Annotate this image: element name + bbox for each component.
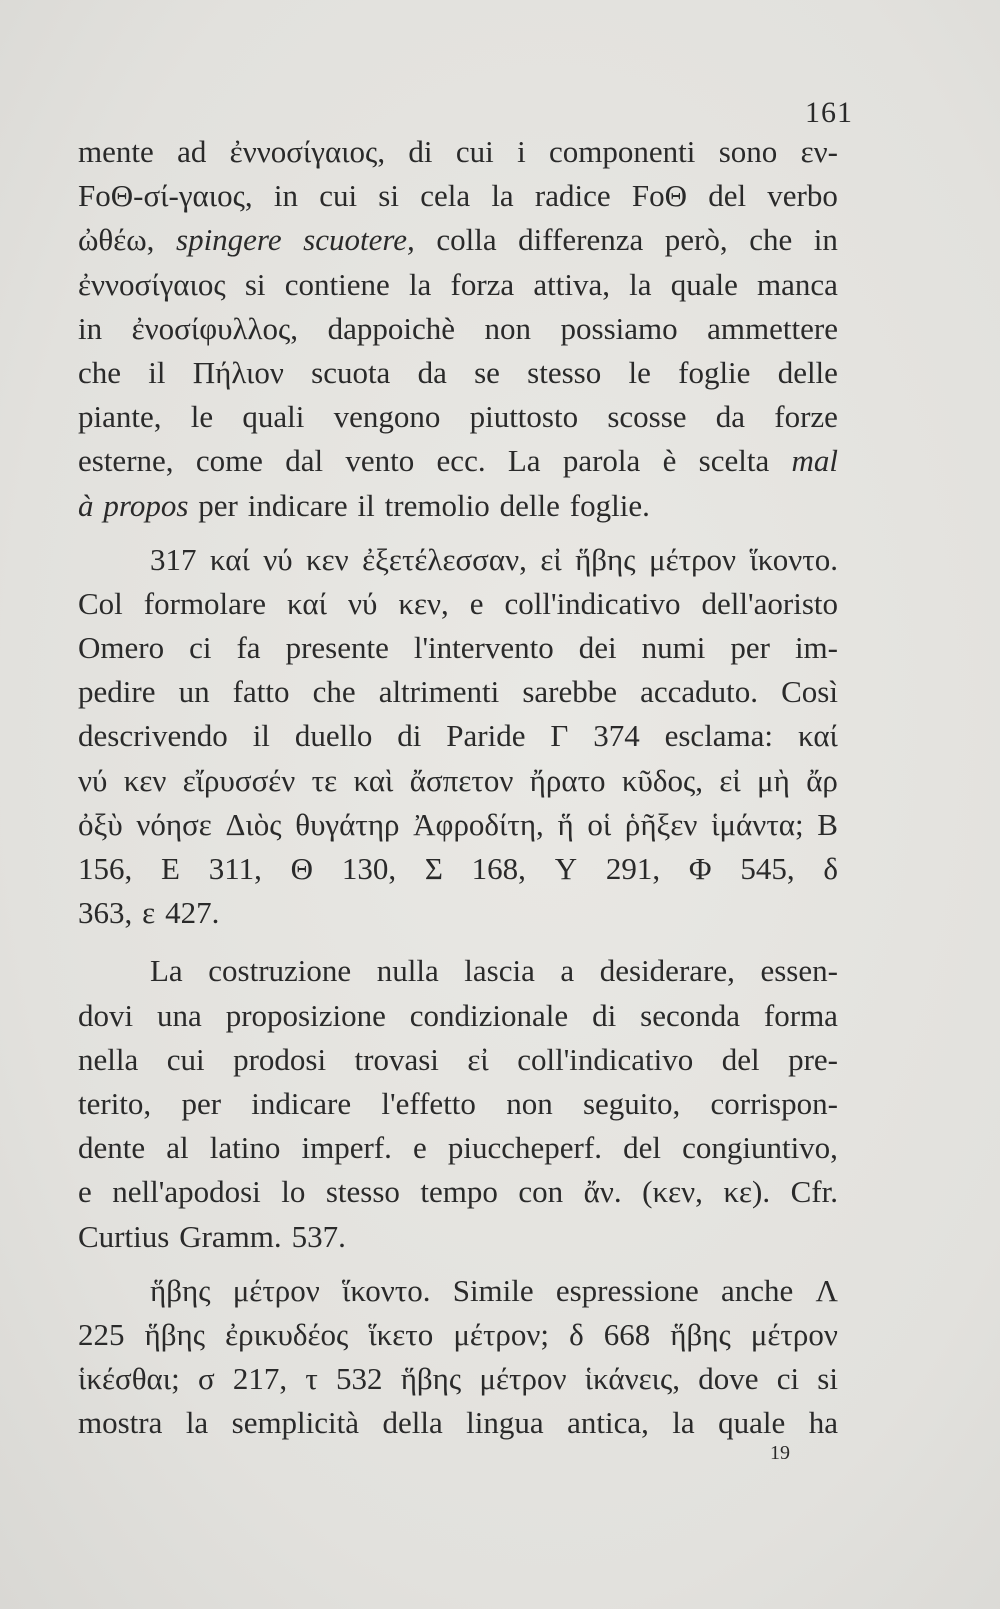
- word: dell'aoristo: [701, 585, 838, 621]
- text-line: [78, 891, 838, 935]
- word: 668: [603, 1316, 651, 1352]
- word: foglie: [678, 354, 751, 390]
- word: 317: [150, 541, 197, 577]
- word: accaduto.: [640, 674, 758, 710]
- word: della: [382, 1405, 443, 1441]
- word: dovi: [78, 997, 134, 1033]
- word: ὀξὺ: [78, 806, 123, 842]
- text-line: [78, 1215, 838, 1259]
- word: delle: [499, 487, 560, 523]
- word: trovasi: [354, 1041, 439, 1077]
- word: lingua: [466, 1405, 544, 1441]
- word: al: [166, 1130, 189, 1166]
- word: ἄρ: [806, 762, 838, 798]
- word: coll'indicativo: [517, 1041, 694, 1077]
- word: sono: [718, 134, 778, 169]
- word: mente: [78, 134, 154, 169]
- word: mostra: [78, 1405, 163, 1441]
- word: coll'indicativo: [504, 585, 681, 621]
- word: (κεν,: [642, 1174, 703, 1210]
- text-line: [78, 1082, 838, 1126]
- word: foglie.: [569, 487, 650, 523]
- word: ἐννοσίγαιος: [78, 266, 226, 302]
- word: indicare: [251, 1085, 352, 1121]
- word: piante,: [78, 399, 162, 435]
- word: μέτρον: [232, 1272, 320, 1308]
- word: e: [469, 585, 484, 621]
- word: presente: [285, 630, 389, 666]
- word: dove: [698, 1361, 759, 1397]
- word: ἐννοσίγαιος,: [229, 134, 386, 169]
- text-line: [78, 949, 838, 993]
- word: vento: [345, 443, 415, 479]
- text-line: [78, 714, 838, 758]
- word: quale: [718, 1405, 786, 1441]
- word: κεν,: [398, 585, 449, 621]
- word: Col: [78, 585, 123, 621]
- word: καί: [797, 718, 838, 754]
- word: la: [629, 266, 652, 302]
- word: che: [749, 222, 793, 258]
- word: per: [730, 630, 770, 666]
- word: dei: [578, 630, 617, 666]
- word: 374: [593, 718, 640, 754]
- word: Così: [781, 674, 838, 710]
- word: formolare: [143, 585, 267, 621]
- word: μέτρον: [479, 1361, 567, 1397]
- text-line: [78, 994, 838, 1038]
- word: Curtius: [78, 1218, 170, 1254]
- word: dente: [78, 1130, 146, 1166]
- word: Φ: [688, 851, 712, 886]
- word: ὠθέω,: [78, 222, 155, 258]
- word: i: [517, 134, 526, 169]
- word: si: [378, 178, 399, 214]
- word: pedire: [78, 674, 156, 710]
- word: ad: [177, 134, 207, 169]
- word: la: [185, 1405, 209, 1441]
- word: attiva,: [533, 266, 610, 302]
- text-line: [78, 582, 838, 626]
- word: τ: [305, 1361, 318, 1397]
- word: à: [78, 487, 94, 523]
- word: κεν: [306, 541, 349, 577]
- word: stesso: [527, 354, 602, 390]
- word: dappoichè: [327, 310, 455, 346]
- word: μέτρον: [648, 541, 737, 577]
- word: esclama:: [664, 718, 774, 754]
- word: FoΘ: [631, 178, 687, 214]
- word: Cfr.: [790, 1174, 838, 1210]
- word: ἤρατο: [529, 762, 606, 798]
- word: da: [715, 399, 746, 435]
- page-number: 161: [805, 96, 853, 129]
- word: altrimenti: [378, 674, 500, 710]
- word: le: [190, 399, 214, 435]
- word: prodosi: [233, 1041, 327, 1077]
- word: ἱκέσθαι;: [78, 1361, 180, 1397]
- word: scuotere,: [303, 222, 415, 258]
- word: εἰ: [540, 541, 562, 577]
- word: congiuntivo,: [682, 1130, 838, 1166]
- word: la: [491, 178, 514, 214]
- word: Λ: [815, 1272, 838, 1308]
- word: proposizione: [225, 997, 386, 1033]
- word: in: [813, 222, 838, 258]
- word: le: [628, 354, 651, 390]
- word: si: [817, 1361, 838, 1397]
- word: radice: [534, 178, 611, 214]
- word: καί: [209, 541, 250, 577]
- word: il: [148, 354, 166, 390]
- body-text: [78, 130, 838, 1445]
- word: di: [592, 997, 617, 1033]
- word: καί: [287, 585, 327, 621]
- word: τε: [311, 762, 338, 798]
- word: Simile: [452, 1272, 534, 1308]
- word: l'intervento: [413, 630, 554, 666]
- text-line: [78, 1269, 838, 1313]
- word: desiderare,: [599, 953, 735, 989]
- word: antica,: [567, 1405, 649, 1441]
- word: verbo: [767, 178, 838, 214]
- word: ἐνοσίφυλλος,: [131, 310, 299, 346]
- text-line: [78, 759, 838, 803]
- word: δ: [823, 851, 838, 886]
- word: Σ: [424, 851, 443, 886]
- word: μὴ: [757, 762, 790, 798]
- word: per: [181, 1085, 222, 1121]
- word: fatto: [232, 674, 290, 710]
- word: La: [507, 443, 541, 479]
- word: spingere: [176, 222, 282, 258]
- word: colla: [436, 222, 497, 258]
- word: ci: [189, 630, 212, 666]
- word: latino: [209, 1130, 281, 1166]
- word: mal: [791, 443, 838, 479]
- word: contiene: [284, 266, 390, 302]
- word: 156,: [78, 851, 133, 886]
- word: Γ: [550, 718, 569, 754]
- word: 311,: [208, 851, 262, 886]
- text-line: [78, 626, 838, 670]
- word: un: [178, 674, 210, 710]
- word: ἵκοντο.: [749, 541, 838, 577]
- word: Gramm.: [179, 1218, 282, 1254]
- word: vengono: [333, 399, 441, 435]
- word: cui: [166, 1041, 205, 1077]
- word: Omero: [78, 630, 165, 666]
- word: θυγάτηρ: [295, 806, 400, 842]
- word: E: [161, 851, 180, 886]
- word: ἥβης: [400, 1361, 462, 1397]
- word: piuccheperf.: [447, 1130, 602, 1166]
- text-line: [78, 847, 838, 891]
- text-line: [78, 538, 838, 582]
- word: ῥῆξεν: [624, 806, 698, 842]
- text-line: [78, 307, 838, 351]
- word: seguito,: [582, 1085, 681, 1121]
- word: μέτρον: [750, 1316, 838, 1352]
- word: indicare: [247, 487, 348, 523]
- word: νόησε: [136, 806, 212, 842]
- word: dal: [285, 443, 324, 479]
- word: 217,: [232, 1361, 288, 1397]
- text-line: [78, 484, 838, 528]
- word: Ἀφροδίτη,: [413, 806, 544, 842]
- text-line: [78, 130, 838, 174]
- word: manca: [757, 266, 838, 302]
- word: εἴρυσσέν: [182, 762, 296, 798]
- word: ἄσπετον: [409, 762, 514, 798]
- word: forma: [763, 997, 838, 1033]
- text-line: [78, 263, 838, 307]
- word: il: [357, 487, 375, 523]
- text-line: [78, 351, 838, 395]
- word: Paride: [446, 718, 526, 754]
- word: la: [672, 1405, 695, 1441]
- text-line: [78, 174, 838, 218]
- word: νύ: [263, 541, 293, 577]
- word: cui: [319, 178, 358, 214]
- word: forze: [774, 399, 838, 435]
- word: di: [397, 718, 422, 754]
- word: scuota: [311, 354, 391, 390]
- word: ἱκάνεις,: [584, 1361, 681, 1397]
- word: FoΘ-σί-γαιος,: [78, 178, 253, 214]
- text-line: [78, 395, 838, 439]
- word: ἵκοντο.: [341, 1272, 431, 1308]
- word: costruzione: [208, 953, 352, 989]
- word: anche: [720, 1272, 794, 1308]
- word: ἱμάντα;: [711, 806, 804, 842]
- text-line: [78, 1038, 838, 1082]
- word: im-: [794, 630, 838, 666]
- word: ἥβης: [575, 541, 636, 577]
- word: nella: [78, 1041, 139, 1077]
- word: νύ: [347, 585, 378, 621]
- word: del: [708, 178, 747, 214]
- word: ha: [808, 1405, 838, 1441]
- word: differenza: [518, 222, 644, 258]
- word: Υ: [554, 851, 578, 886]
- word: una: [157, 997, 202, 1033]
- word: Θ: [290, 851, 314, 886]
- word: l'effetto: [381, 1085, 476, 1121]
- word: cui: [455, 134, 494, 169]
- word: ἥβης: [670, 1316, 731, 1352]
- text-line: [78, 803, 838, 847]
- word: 545,: [740, 851, 795, 886]
- word: 532: [335, 1361, 383, 1397]
- text-line: [78, 1126, 838, 1170]
- word: stesso: [325, 1174, 400, 1210]
- word: possiamo: [560, 310, 678, 346]
- word: σ: [197, 1361, 215, 1397]
- word: si: [244, 266, 266, 302]
- word: da: [417, 354, 447, 390]
- word: 130,: [341, 851, 397, 886]
- word: 225: [78, 1316, 125, 1352]
- word: ammettere: [707, 310, 838, 346]
- word: ci: [776, 1361, 800, 1397]
- word: νύ: [78, 762, 108, 798]
- word: δ: [569, 1316, 584, 1352]
- word: che: [312, 674, 356, 710]
- word: nell'apodosi: [112, 1174, 261, 1210]
- word: εἰ: [719, 762, 741, 798]
- word: piuttosto: [469, 399, 579, 435]
- word: 363,: [78, 895, 133, 931]
- word: imperf.: [301, 1130, 392, 1166]
- word: 537.: [291, 1218, 346, 1254]
- text-line: [78, 1401, 838, 1445]
- word: sarebbe: [522, 674, 617, 710]
- word: καὶ: [353, 762, 394, 798]
- word: corrispon-: [710, 1085, 838, 1121]
- word: componenti: [549, 134, 696, 169]
- word: ἥβης: [144, 1316, 206, 1352]
- word: propos: [103, 487, 189, 523]
- word: del: [721, 1041, 760, 1077]
- word: ἥβης: [150, 1272, 211, 1308]
- word: condizionale: [409, 997, 569, 1033]
- word: ε: [142, 895, 156, 931]
- word: La: [150, 953, 183, 989]
- word: descrivendo: [78, 718, 228, 754]
- word: nulla: [376, 953, 439, 989]
- word: lascia: [464, 953, 535, 989]
- word: per: [198, 487, 238, 523]
- word: scelta: [698, 443, 770, 479]
- word: cela: [420, 178, 471, 214]
- word: come: [195, 443, 263, 479]
- text-line: [78, 1313, 838, 1357]
- word: tremolio: [384, 487, 490, 523]
- text-line: [78, 1357, 838, 1401]
- word: di: [408, 134, 433, 169]
- word: Διὸς: [225, 806, 282, 842]
- word: 168,: [471, 851, 526, 886]
- word: ἐξετέλεσσαν,: [362, 541, 527, 577]
- word: e: [413, 1130, 427, 1166]
- word: il: [252, 718, 270, 754]
- word: e: [78, 1174, 92, 1210]
- text-line: [78, 439, 838, 483]
- word: μέτρον;: [453, 1316, 550, 1352]
- word: con: [518, 1174, 564, 1210]
- word: lo: [281, 1174, 306, 1210]
- word: in: [273, 178, 298, 214]
- word: ἵκετο: [368, 1316, 434, 1352]
- word: non: [506, 1085, 553, 1121]
- word: espressione: [555, 1272, 699, 1308]
- word: quali: [242, 399, 305, 435]
- word: ἄν.: [583, 1174, 622, 1210]
- signature-mark: 19: [770, 1442, 790, 1464]
- word: semplicità: [231, 1405, 360, 1441]
- text-line: [78, 218, 838, 262]
- word: 427.: [165, 895, 220, 931]
- word: del: [623, 1130, 661, 1166]
- word: essen-: [760, 953, 838, 989]
- word: la: [408, 266, 432, 302]
- word: quale: [670, 266, 738, 302]
- word: κεν: [123, 762, 167, 798]
- word: Πήλιον: [192, 354, 284, 390]
- word: terito,: [78, 1085, 152, 1121]
- word: non: [484, 310, 531, 346]
- word: κε).: [723, 1174, 771, 1210]
- word: B: [817, 806, 838, 842]
- word: parola: [562, 443, 641, 479]
- word: scosse: [607, 399, 687, 435]
- word: 291,: [605, 851, 661, 886]
- word: delle: [777, 354, 838, 390]
- word: fa: [236, 630, 261, 666]
- word: che: [78, 354, 122, 390]
- word: pre-: [788, 1041, 838, 1077]
- word: ἥ: [557, 806, 574, 842]
- text-line: [78, 670, 838, 714]
- word: οἱ: [587, 806, 612, 842]
- word: κῦδος,: [621, 762, 703, 798]
- word: duello: [294, 718, 373, 754]
- word: εν-: [800, 134, 838, 169]
- word: però,: [664, 222, 728, 258]
- word: εἰ: [467, 1041, 489, 1077]
- word: esterne,: [78, 443, 174, 479]
- word: ecc.: [436, 443, 486, 479]
- word: se: [474, 354, 500, 390]
- word: a: [560, 953, 575, 989]
- word: tempo: [420, 1174, 498, 1210]
- word: è: [662, 443, 677, 479]
- word: seconda: [640, 997, 740, 1033]
- word: numi: [641, 630, 706, 666]
- text-line: [78, 1170, 838, 1214]
- word: ἐρικυδέος: [225, 1316, 349, 1352]
- word: in: [78, 310, 103, 346]
- word: forza: [450, 266, 515, 302]
